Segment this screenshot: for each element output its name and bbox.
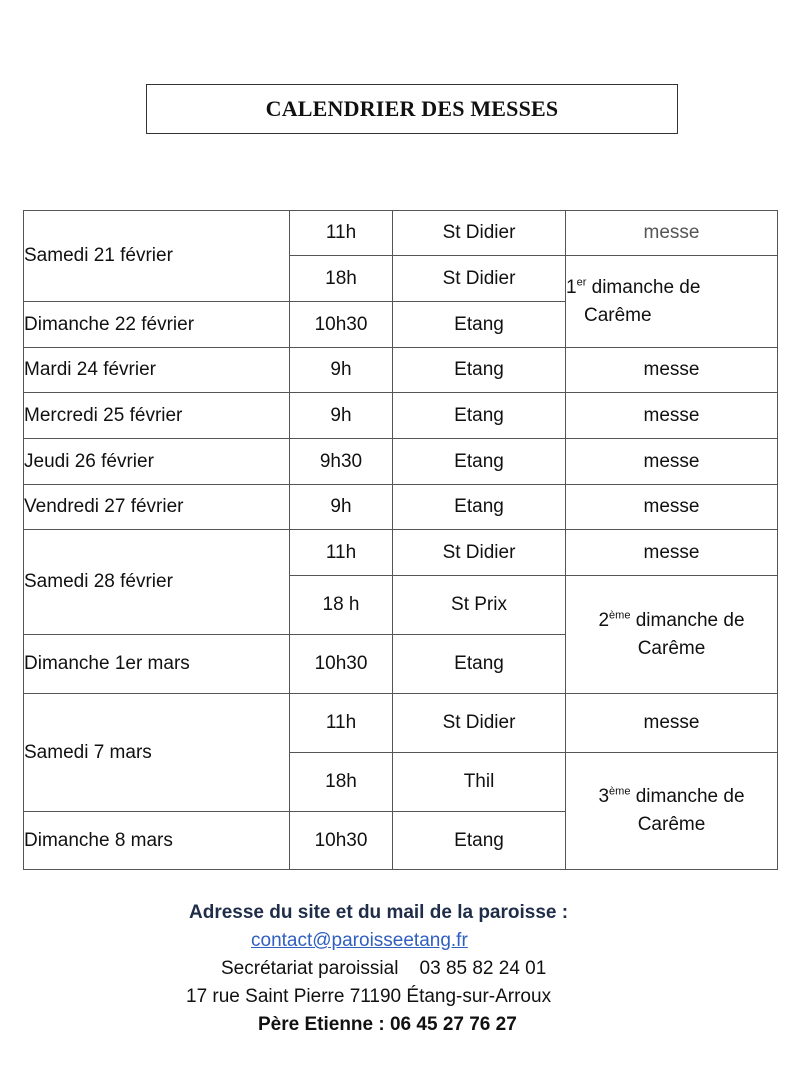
sunday-text: dimanche de — [586, 276, 701, 298]
time-cell: 11h — [290, 530, 393, 576]
sunday-text: dimanche de — [630, 609, 745, 631]
secretariat-phone: Secrétariat paroissial 03 85 82 24 01 — [221, 958, 547, 979]
time-cell: 9h — [290, 348, 393, 393]
place-cell: Thil — [393, 753, 566, 812]
note-cell: messe — [566, 393, 778, 439]
sunday-number: 2 — [598, 609, 610, 631]
time-cell: 18h — [290, 256, 393, 302]
note-cell: messe — [566, 530, 778, 576]
note-cell: messe — [566, 439, 778, 485]
day-cell: Samedi 7 mars — [24, 694, 290, 812]
sunday-note-cell — [566, 256, 778, 348]
note-cell: messe — [566, 348, 778, 393]
place-cell: Etang — [393, 302, 566, 348]
table-row — [24, 485, 778, 530]
place-cell: Etang — [393, 485, 566, 530]
priest-phone: Père Etienne : 06 45 27 76 27 — [258, 1014, 517, 1035]
place-cell: St Didier — [393, 530, 566, 576]
note-cell: messe — [566, 485, 778, 530]
time-cell: 9h — [290, 485, 393, 530]
place-cell: Etang — [393, 348, 566, 393]
day-cell: Samedi 28 février — [24, 530, 290, 635]
note-cell: messe — [566, 694, 778, 753]
place-cell: St Didier — [393, 256, 566, 302]
footer-title: Adresse du site et du mail de la paroisse : — [189, 902, 569, 923]
sunday-note-cell — [566, 576, 778, 694]
time-cell: 11h — [290, 211, 393, 256]
day-cell: Dimanche 8 mars — [24, 812, 290, 870]
sunday-text: dimanche de — [630, 786, 745, 807]
day-cell: Jeudi 26 février — [24, 439, 290, 485]
time-cell: 9h30 — [290, 439, 393, 485]
table-row — [24, 439, 778, 485]
email-link[interactable]: contact@paroisseetang.fr — [251, 930, 468, 951]
time-cell: 10h30 — [290, 635, 393, 694]
time-cell: 10h30 — [290, 812, 393, 870]
time-cell: 10h30 — [290, 302, 393, 348]
day-cell: Vendredi 27 février — [24, 485, 290, 530]
sunday-careme: Carême — [584, 304, 652, 326]
day-cell: Samedi 21 février — [24, 211, 290, 302]
sunday-ordinal: er — [576, 276, 587, 289]
place-cell: Etang — [393, 393, 566, 439]
time-cell: 11h — [290, 694, 393, 753]
sunday-number: 3 — [598, 786, 610, 807]
place-cell: Etang — [393, 439, 566, 485]
day-cell: Mercredi 25 février — [24, 393, 290, 439]
day-cell: Dimanche 22 février — [24, 302, 290, 348]
table-row — [24, 211, 778, 256]
title-box — [146, 84, 678, 134]
place-cell: St Didier — [393, 694, 566, 753]
sunday-careme: Carême — [637, 814, 706, 835]
sunday-note-cell — [566, 753, 778, 870]
sunday-number: 1 — [566, 276, 577, 298]
note-cell: messe — [566, 211, 778, 256]
place-cell: Etang — [393, 812, 566, 870]
sunday-careme: Carême — [637, 637, 706, 659]
table-row — [24, 694, 778, 753]
mass-calendar-table — [23, 210, 778, 870]
postal-address: 17 rue Saint Pierre 71190 Étang-sur-Arroux — [186, 986, 552, 1007]
place-cell: St Prix — [393, 576, 566, 635]
time-cell: 18 h — [290, 576, 393, 635]
table-row — [24, 530, 778, 576]
time-cell: 18h — [290, 753, 393, 812]
place-cell: St Didier — [393, 211, 566, 256]
page-title: CALENDRIER DES MESSES — [265, 96, 559, 121]
table-row — [24, 348, 778, 393]
day-cell: Dimanche 1er mars — [24, 635, 290, 694]
table-row — [24, 393, 778, 439]
sunday-ordinal: ème — [609, 785, 631, 798]
place-cell: Etang — [393, 635, 566, 694]
time-cell: 9h — [290, 393, 393, 439]
sunday-ordinal: ème — [609, 609, 631, 622]
day-cell: Mardi 24 février — [24, 348, 290, 393]
